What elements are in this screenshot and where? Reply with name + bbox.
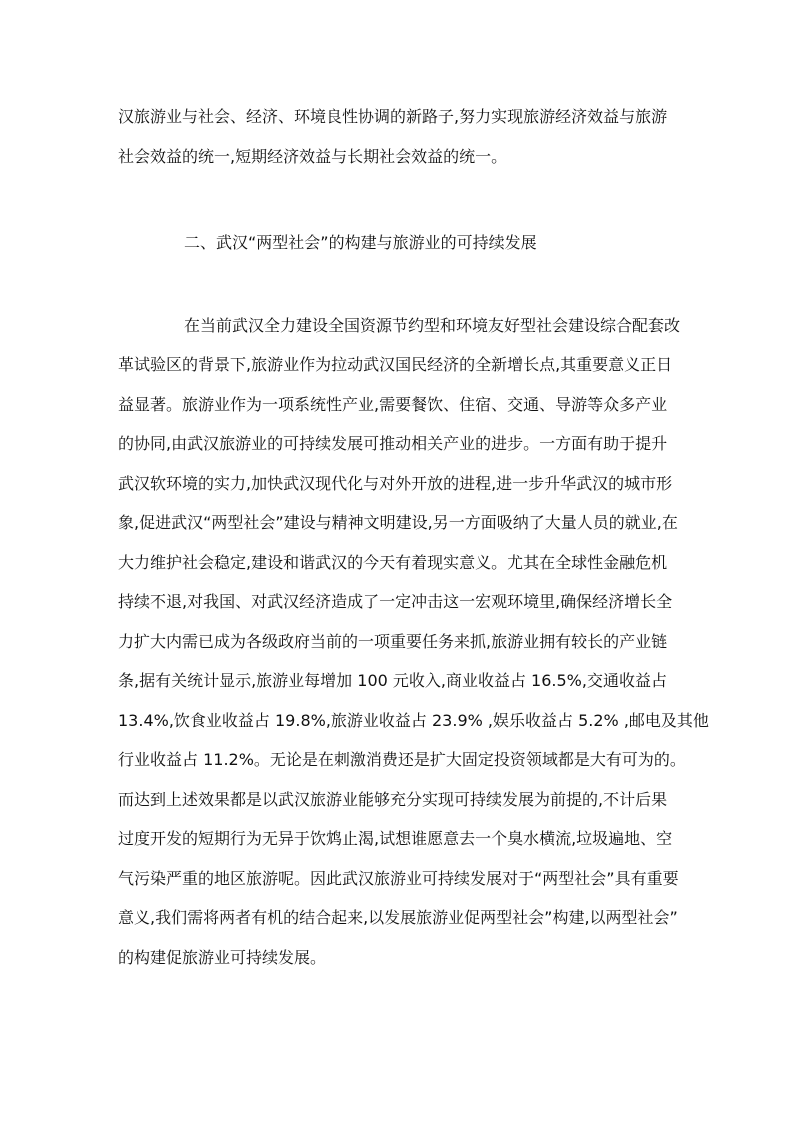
body-line-4: 的协同,由武汉旅游业的可持续发展可推动相关产业的进步。一方面有助于提升 bbox=[118, 434, 668, 453]
body-line-6: 象,促进武汉“两型社会”建设与精神文明建设,另一方面吸纳了大量人员的就业,在 bbox=[118, 513, 678, 532]
body-line-10: 条,据有关统计显示,旅游业每增加 100 元收入,商业收益占 16.5%,交通收益占 bbox=[118, 671, 667, 690]
body-line-3: 益显著。旅游业作为一项系统性产业,需要餐饮、住宿、交通、导游等众多产业 bbox=[118, 395, 668, 414]
body-line-15: 气污染严重的地区旅游呢。因此武汉旅游业可持续发展对于“两型社会”具有重要 bbox=[118, 869, 679, 888]
intro-line-1: 汉旅游业与社会、经济、环境良性协调的新路子,努力实现旅游经济效益与旅游 bbox=[118, 107, 668, 126]
section-heading: 二、武汉“两型社会”的构建与旅游业的可持续发展 bbox=[184, 233, 537, 252]
body-line-5: 武汉软环境的实力,加快武汉现代化与对外开放的进程,进一步升华武汉的城市形 bbox=[118, 474, 673, 493]
body-line-14: 过度开发的短期行为无异于饮鸩止渴,试想谁愿意去一个臭水横流,垃圾遍地、空 bbox=[118, 829, 673, 848]
body-line-8: 持续不退,对我国、对武汉经济造成了一定冲击这一宏观环境里,确保经济增长全 bbox=[118, 592, 673, 611]
body-line-9: 力扩大内需已成为各级政府当前的一项重要任务来抓,旅游业拥有较长的产业链 bbox=[118, 632, 668, 651]
body-line-11: 13.4%,饮食业收益占 19.8%,旅游业收益占 23.9% ,娱乐收益占 5.2% ,邮电及其他 bbox=[118, 711, 709, 730]
body-line-16: 意义,我们需将两者有机的结合起来,以发展旅游业促两型社会”构建,以两型社会” bbox=[118, 908, 678, 927]
body-line-7: 大力维护社会稳定,建设和谐武汉的今天有着现实意义。尤其在全球性金融危机 bbox=[118, 553, 668, 572]
body-line-12: 行业收益占 11.2%。无论是在刺激消费还是扩大固定投资领域都是大有可为的。 bbox=[118, 750, 686, 769]
body-line-17: 的构建促旅游业可持续发展。 bbox=[118, 948, 327, 967]
body-line-2: 革试验区的背景下,旅游业作为拉动武汉国民经济的全新增长点,其重要意义正日 bbox=[118, 355, 673, 374]
body-line-1: 在当前武汉全力建设全国资源节约型和环境友好型社会建设综合配套改 bbox=[184, 316, 681, 335]
intro-line-2: 社会效益的统一,短期经济效益与长期社会效益的统一。 bbox=[118, 147, 508, 166]
body-line-13: 而达到上述效果都是以武汉旅游业能够充分实现可持续发展为前提的,不计后果 bbox=[118, 790, 668, 809]
